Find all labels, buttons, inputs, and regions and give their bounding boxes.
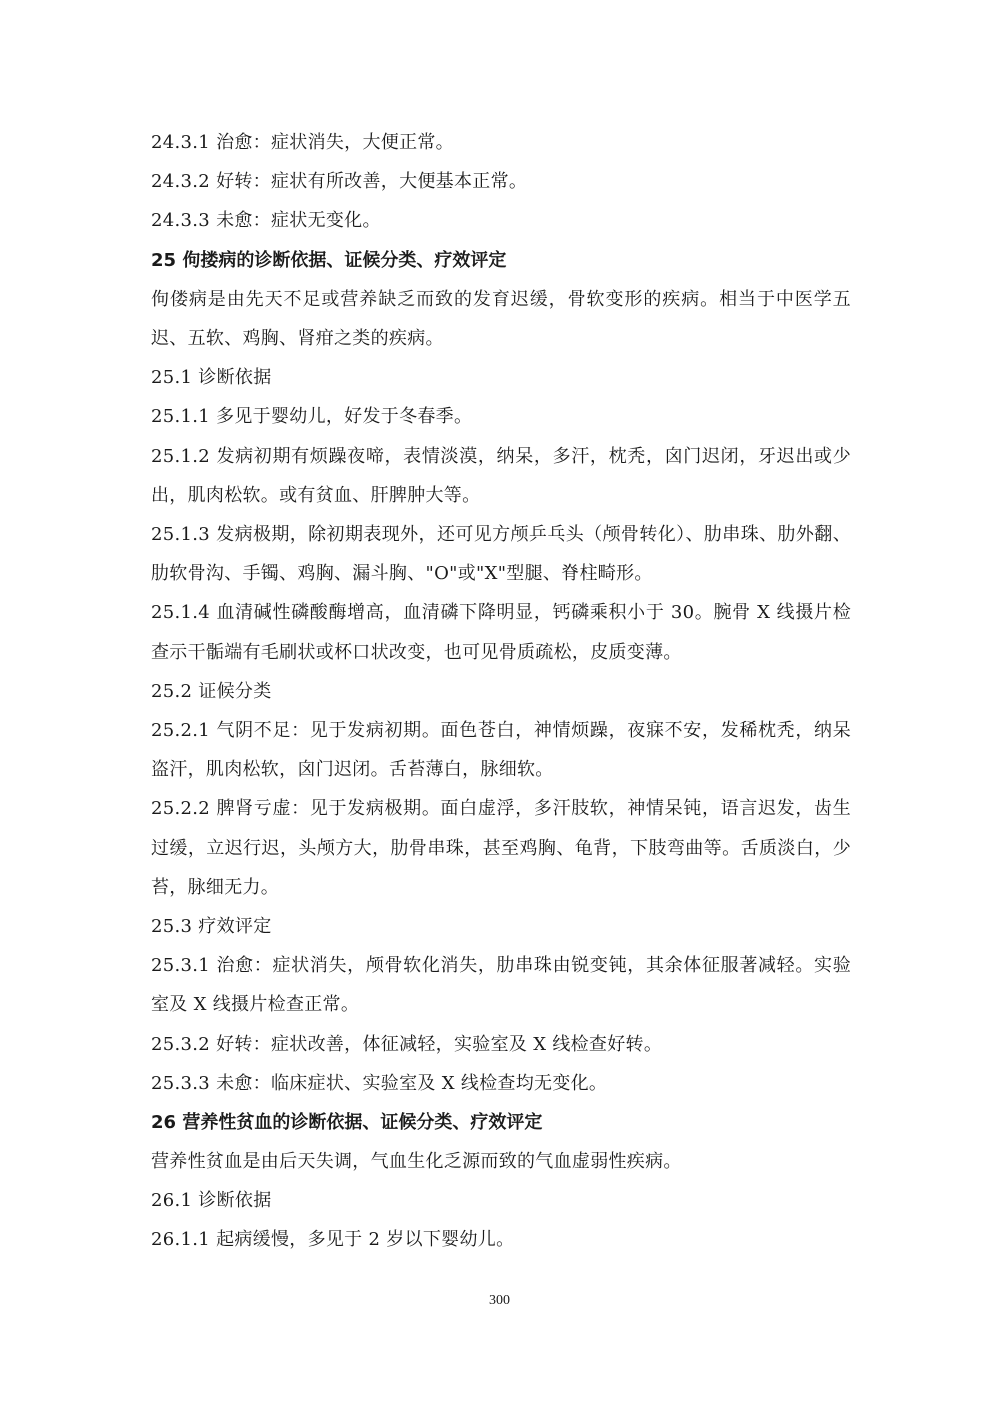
paragraph-25-1-2: 25.1.2 发病初期有烦躁夜啼，表情淡漠，纳呆，多汗，枕秃，囟门迟闭，牙迟出或少出，肌肉松软。或有贫血、肝脾肿大等。 <box>151 445 851 506</box>
paragraph-25-1-3: 25.1.3 发病极期，除初期表现外，还可见方颅乒乓头（颅骨转化）、肋串珠、肋外翻、肋软骨沟、手镯、鸡胸、漏斗胸、"O"或"X"型腿、脊柱畸形。 <box>151 523 851 585</box>
paragraph-26-intro: 营养性贫血是由后天失调，气血生化乏源而致的气血虚弱性疾病。 <box>151 1151 682 1173</box>
paragraph-25-2-2: 25.2.2 脾肾亏虚：见于发病极期。面白虚浮，多汗肢软，神情呆钝，语言迟发，齿生过缓，立迟行迟，头颅方大，肋骨串珠，甚至鸡胸、龟背，下肢弯曲等。舌质淡白，少苔，脉细无力。 <box>151 798 851 898</box>
section-heading-26: 26 营养性贫血的诊断依据、证候分类、疗效评定 <box>151 1111 543 1133</box>
paragraph-24-3-1: 24.3.1 治愈：症状消失，大便正常。 <box>151 132 454 153</box>
section-heading-25: 25 佝搂病的诊断依据、证候分类、疗效评定 <box>151 249 507 271</box>
paragraph-25-intro: 佝偻病是由先天不足或营养缺乏而致的发育迟缓，骨软变形的疾病。相当于中医学五迟、五软、鸡胸、肾疳之类的疾病。 <box>151 288 851 349</box>
paragraph-25-3-2: 25.3.2 好转：症状改善，体征减轻，实验室及 X 线检查好转。 <box>151 1033 663 1055</box>
paragraph-25-3-3: 25.3.3 未愈：临床症状、实验室及 X 线检查均无变化。 <box>151 1072 608 1094</box>
paragraph-24-3-3: 24.3.3 未愈：症状无变化。 <box>151 210 381 232</box>
paragraph-25-3-1: 25.3.1 治愈：症状消失，颅骨软化消失，肋串珠由锐变钝，其余体征服著减轻。实验室及 X 线摄片检查正常。 <box>151 955 851 1016</box>
paragraph-24-3-2: 24.3.2 好转：症状有所改善，大便基本正常。 <box>151 171 528 193</box>
paragraph-25-2-1: 25.2.1 气阴不足：见于发病初期。面色苍白，神情烦躁，夜寐不安，发稀枕秃，纳呆盗汗，肌肉松软，囟门迟闭。舌苔薄白，脉细软。 <box>151 719 851 781</box>
subheading-25-3: 25.3 疗效评定 <box>151 915 272 937</box>
body-text <box>151 123 851 1260</box>
subheading-26-1: 26.1 诊断依据 <box>151 1190 272 1212</box>
paragraph-26-1-1: 26.1.1 起病缓慢，多见于 2 岁以下婴幼儿。 <box>151 1229 515 1251</box>
page-number: 300 <box>489 1293 510 1308</box>
subheading-25-2: 25.2 证候分类 <box>151 680 272 702</box>
subheading-25-1: 25.1 诊断依据 <box>151 367 272 389</box>
paragraph-25-1-4: 25.1.4 血清碱性磷酸酶增高，血清磷下降明显，钙磷乘积小于 30。腕骨 X 线摄片检查示干骺端有毛刷状或杯口状改变，也可见骨质疏松，皮质变薄。 <box>151 602 851 663</box>
paragraph-25-1-1: 25.1.1 多见于婴幼儿，好发于冬春季。 <box>151 406 473 428</box>
